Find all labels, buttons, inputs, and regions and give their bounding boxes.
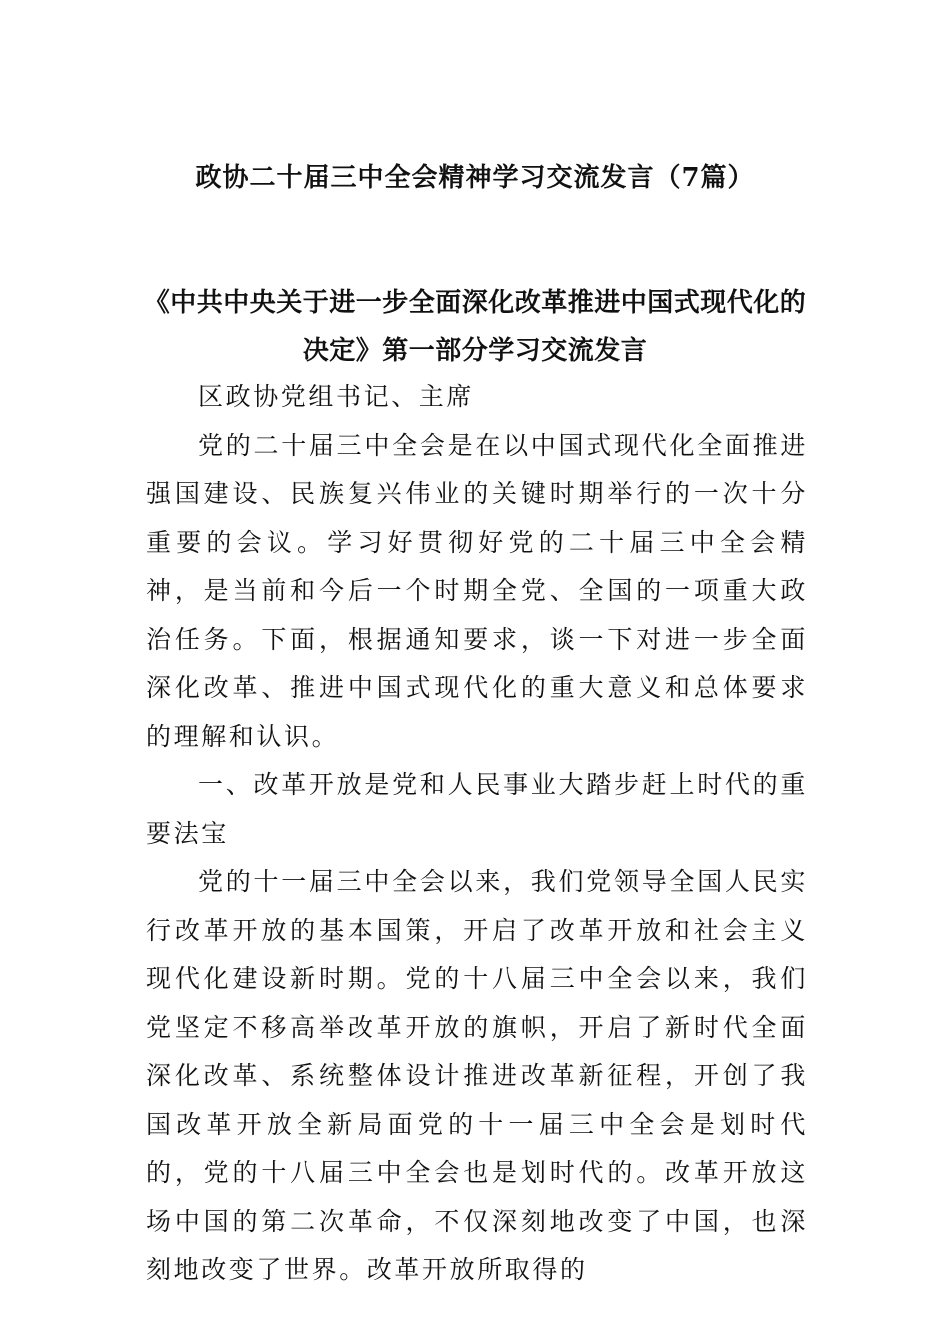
document-body [146,373,808,1295]
section-heading: 一、改革开放是党和人民事业大踏步赶上时代的重要法宝 [146,770,808,848]
body-paragraph: 党的十一届三中全会以来，我们党领导全国人民实行改革开放的基本国策，开启了改革开放和社会主义现代化建设新时期。党的十八届三中全会以来，我们党坚定不移高举改革开放的旗帜，开启了新时代全面深化改革、系统整体设计推进改革新征程，开创了我国改革开放全新局面党的十一届三中全会是划时代的，党的十八届三中全会也是划时代的。改革开放这场中国的第二次革命，不仅深刻地改变了中国，也深刻地改变了世界。改革开放所取得的 [146,867,808,1284]
body-paragraph: 党的二十届三中全会是在以中国式现代化全面推进强国建设、民族复兴伟业的关键时期举行的一次十分重要的会议。学习好贯彻好党的二十届三中全会精神，是当前和今后一个时期全党、全国的一项重大政治任务。下面，根据通知要求，谈一下对进一步全面深化改革、推进中国式现代化的重大意义和总体要求的理解和认识。 [146,430,808,751]
speaker-line: 区政协党组书记、主席 [198,382,475,411]
document-title: 政协二十届三中全会精神学习交流发言（7篇） [195,163,755,193]
section-title: 《中共中央关于进一步全面深化改革推进中国式现代化的决定》第一部分学习交流发言 [143,288,807,366]
